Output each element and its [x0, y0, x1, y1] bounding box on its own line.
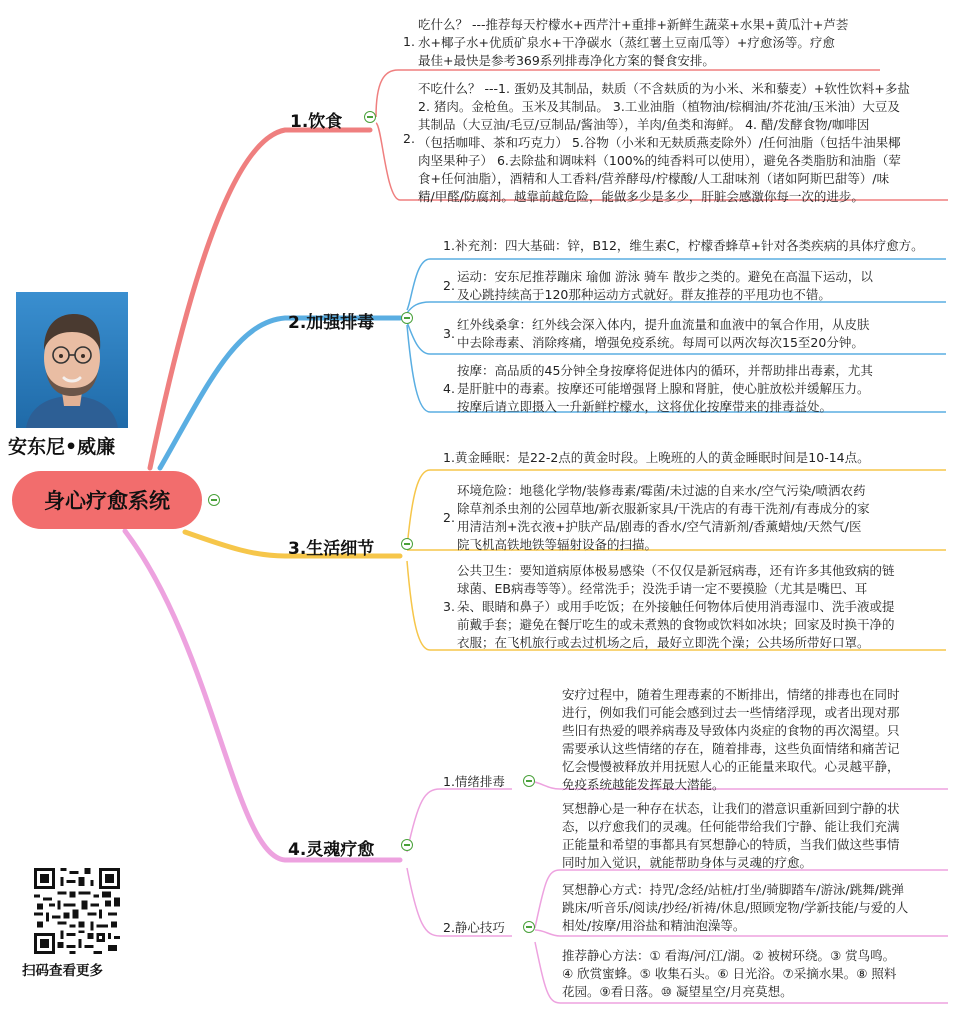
- meditation-item-2[interactable]: 冥想静心方式：持咒/念经/站桩/打坐/骑脚踏车/游泳/跳舞/跳弹 跳床/听音乐/阅读/抄经/祈祷/休息/照顾宠物/学新技能/与爱的人 相处/按摩/用浴盐和精油泡澡等。: [562, 882, 909, 933]
- soul-sub-emotion-collapse-icon[interactable]: [523, 775, 535, 787]
- avatar: [16, 292, 128, 428]
- branch-detox[interactable]: 2.加强排毒: [288, 313, 375, 333]
- branch-life-collapse-icon[interactable]: [401, 538, 413, 550]
- detox-item-2-number: 2.: [443, 278, 455, 293]
- detox-item-3[interactable]: 红外线桑拿：红外线会深入体内，提升血流量和血液中的氧合作用，从皮肤 中去除毒素、消除疼痛，增强免疫系统。每周可以两次每次15至20分钟。: [457, 317, 870, 350]
- diet-item-1[interactable]: 吃什么？ ---推荐每天柠檬水+西芹汁+重排+新鲜生蔬菜+水果+黄瓜汁+芦荟 水+椰子水+优质矿泉水+干净碳水（蒸红薯土豆南瓜等）+疗愈汤等。疗愈 最佳+最快是参考369系列排毒净化方案的餐食安排。: [418, 17, 849, 68]
- detox-item-4[interactable]: 按摩：高品质的45分钟全身按摩将促进体内的循环，并帮助排出毒素，尤其 是肝脏中的毒素。按摩还可能增强肾上腺和肾脏，使心脏放松并缓解压力。 按摩后请立即摄入一升新鲜柠檬水，这将优化按摩带来的排毒益处。: [457, 363, 873, 414]
- soul-sub-meditation-collapse-icon[interactable]: [523, 921, 535, 933]
- diet-item-2-number: 2.: [403, 131, 415, 146]
- life-item-3-number: 3.: [443, 599, 455, 614]
- branch-life[interactable]: 3.生活细节: [288, 539, 375, 559]
- detox-item-3-number: 3.: [443, 326, 455, 341]
- soul-sub-meditation[interactable]: 2.静心技巧: [443, 920, 505, 935]
- soul-sub-emotion[interactable]: 1.情绪排毒: [443, 774, 505, 789]
- branch-soul[interactable]: 4.灵魂疗愈: [288, 840, 375, 860]
- qr-code-icon: [34, 868, 120, 954]
- central-topic[interactable]: 身心疗愈系统: [12, 471, 202, 529]
- qr-caption: 扫码查看更多: [22, 963, 103, 979]
- branch-detox-collapse-icon[interactable]: [401, 312, 413, 324]
- avatar-portrait-icon: [16, 292, 128, 428]
- branch-soul-collapse-icon[interactable]: [401, 839, 413, 851]
- emotion-item-1[interactable]: 安疗过程中，随着生理毒素的不断排出，情绪的排毒也在同时 进行，例如我们可能会感到过去一些情绪浮现，或者出现对那 些旧有热爱的喂养病毒及导致体内炎症的食物的再次渴望。只 需要承认这些情绪的存在，随着排毒，这些负面情绪和痛苦记 忆会慢慢被释放并用抚慰人心的正能量来取代。心灵越平静， 免疫系统越能发挥最大潜能。: [562, 687, 900, 792]
- detox-item-1[interactable]: 1.补充剂：四大基础：锌，B12，维生素C，柠檬香蜂草+针对各类疾病的具体疗愈方。: [443, 238, 924, 253]
- diet-item-2[interactable]: 不吃什么？ ---1. 蛋奶及其制品，麸质（不含麸质的为小米、米和藜麦）+软性饮料+多盐 2. 猪肉。金枪鱼。玉米及其制品。 3.工业油脂（植物油/棕榈油/芥花油/玉米油）大豆及 其制品（大豆油/毛豆/豆制品/酱油等），羊肉/鱼类和海鲜。 4. 醋/发酵食物/咖啡因 （包括咖啡、茶和巧克力） 5.谷物（小米和无麸质燕麦除外）/任何油脂（包括牛油果椰 肉坚果种子） 6.去除盐和调味料（100%的纯香料可以使用），避免各类脂肪和油脂（荤 食+任何油脂），酒精和人工香料/营养酵母/柠檬酸/人工甜味剂（诸如阿斯巴甜等）/味 精/甲醛/防腐剂。越靠前越危险，能做多少是多少，肝脏会感激你每一次的进步。: [418, 81, 910, 204]
- link-central-diet: [150, 130, 370, 468]
- detox-item-4-number: 4.: [443, 381, 455, 396]
- person-name: 安东尼•威廉: [8, 436, 116, 458]
- diet-item-1-number: 1.: [403, 34, 415, 49]
- life-item-1[interactable]: 1.黄金睡眠：是22-2点的黄金时段。上晚班的人的黄金睡眠时间是10-14点。: [443, 450, 870, 465]
- central-collapse-icon[interactable]: [208, 494, 220, 506]
- life-item-2-number: 2.: [443, 510, 455, 525]
- life-item-3[interactable]: 公共卫生：要知道病原体极易感染（不仅仅是新冠病毒，还有许多其他致病的链 球菌、EB病毒等等）。经常洗手；没洗手请一定不要摸脸（尤其是嘴巴、耳 朵、眼睛和鼻子）或用手吃饭；在外接触任何物体后使用消毒湿巾、洗手液或提 前戴手套；避免在餐厅吃生的或未煮熟的食物或饮料如冰块；回家及时换干净的 衣服；在飞机旅行或去过机场之后，最好立即洗个澡；公共场所带好口罩。: [457, 563, 895, 650]
- link-soul-emotion: [407, 789, 512, 852]
- link-central-detox: [160, 318, 400, 468]
- meditation-item-1[interactable]: 冥想静心是一种存在状态，让我们的潜意识重新回到宁静的状 态，以疗愈我们的灵魂。任何能带给我们宁静、能让我们充满 正能量和希望的事都具有冥想静心的特质，当我们做这些事情 同时加入觉识，就能帮助身体与灵魂的疗愈。: [562, 801, 900, 870]
- link-central-soul: [125, 531, 400, 860]
- detox-item-2[interactable]: 运动：安东尼推荐蹦床 瑜伽 游泳 骑车 散步之类的。避免在高温下运动，以 及心跳持续高于120那种运动方式就好。群友推荐的平甩功也不错。: [457, 269, 873, 302]
- life-item-2[interactable]: 环境危险：地毯化学物/装修毒素/霉菌/未过滤的自来水/空气污染/喷洒农药 除草剂杀虫剂的公园草地/新衣服新家具/干洗店的有毒干洗剂/有毒成分的家 用清洁剂+洗衣液+护肤产品/剧毒的香水/空气清新剂/香薰蜡烛/天然气/医 院飞机高铁地铁等辐射设备的扫描。: [457, 483, 870, 552]
- branch-diet[interactable]: 1.饮食: [290, 112, 343, 132]
- branch-diet-collapse-icon[interactable]: [364, 111, 376, 123]
- meditation-item-3[interactable]: 推荐静心方法：① 看海/河/江/湖。② 被树环绕。③ 赏鸟鸣。 ④ 欣赏蜜蜂。⑤ 收集石头。⑥ 日光浴。⑦采摘水果。⑧ 照料 花园。⑨看日落。⑩ 凝望星空/月亮莫想。: [562, 948, 897, 999]
- qr-code[interactable]: [34, 868, 120, 954]
